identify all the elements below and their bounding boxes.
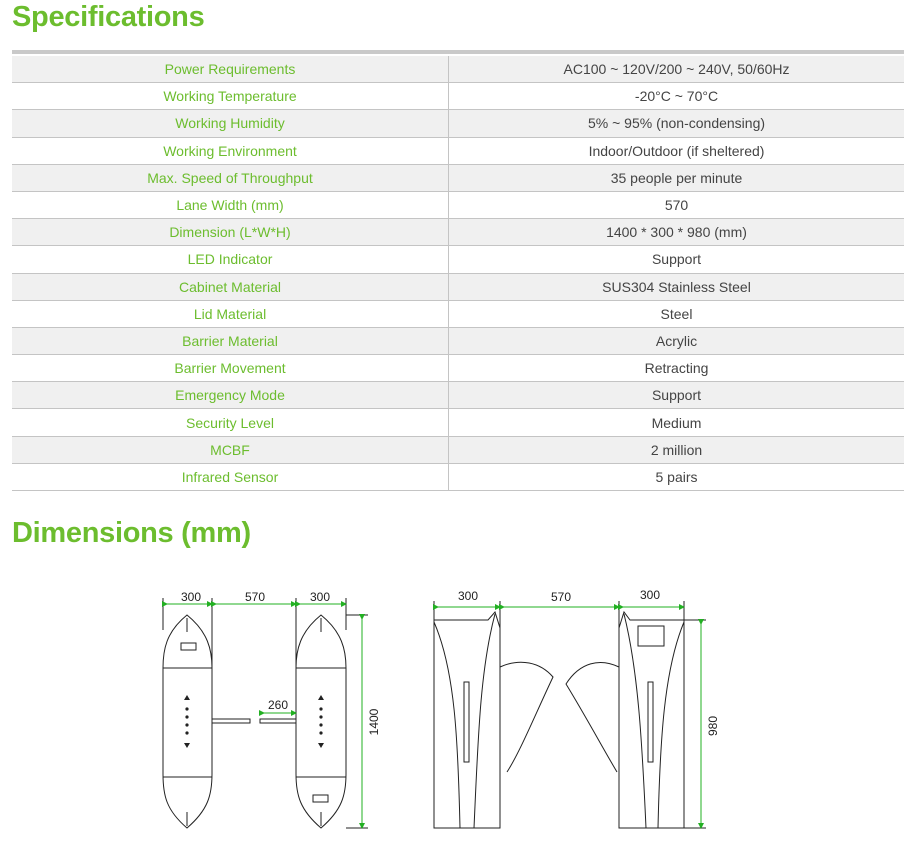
height-label: 980 bbox=[706, 715, 720, 737]
barrier-gap-label: 260 bbox=[267, 698, 289, 712]
spec-value: 5% ~ 95% (non-condensing) bbox=[449, 110, 905, 137]
spec-row bbox=[12, 409, 904, 436]
spec-label: Working Temperature bbox=[12, 83, 449, 110]
spec-row bbox=[12, 300, 904, 327]
front-lane-label: 570 bbox=[550, 590, 572, 604]
front-width-left-label: 300 bbox=[457, 589, 479, 603]
spec-value: Indoor/Outdoor (if sheltered) bbox=[449, 137, 905, 164]
top-view-drawing bbox=[163, 615, 346, 828]
spec-row bbox=[12, 463, 904, 490]
length-label: 1400 bbox=[367, 708, 381, 736]
spec-row bbox=[12, 56, 904, 83]
spec-label: MCBF bbox=[12, 436, 449, 463]
spec-value: Medium bbox=[449, 409, 905, 436]
front-view-dimension-lines bbox=[434, 601, 706, 828]
spec-row bbox=[12, 137, 904, 164]
spec-label: Barrier Material bbox=[12, 327, 449, 354]
spec-value: 570 bbox=[449, 191, 905, 218]
spec-row bbox=[12, 327, 904, 354]
spec-label: Max. Speed of Throughput bbox=[12, 164, 449, 191]
right-cabinet-front bbox=[619, 612, 684, 828]
spec-row bbox=[12, 110, 904, 137]
right-barrier-front bbox=[566, 663, 619, 772]
left-cabinet-front bbox=[434, 612, 500, 828]
spec-row bbox=[12, 246, 904, 273]
spec-row bbox=[12, 164, 904, 191]
spec-value: 2 million bbox=[449, 436, 905, 463]
specifications-heading: Specifications bbox=[12, 1, 205, 33]
spec-value: Acrylic bbox=[449, 327, 905, 354]
led-indicators-top bbox=[184, 695, 324, 748]
spec-value: Steel bbox=[449, 300, 905, 327]
spec-row bbox=[12, 191, 904, 218]
spec-label: Working Environment bbox=[12, 137, 449, 164]
spec-row bbox=[12, 83, 904, 110]
spec-label: Lane Width (mm) bbox=[12, 191, 449, 218]
dimensions-heading: Dimensions (mm) bbox=[12, 517, 251, 549]
right-barrier-top bbox=[260, 719, 296, 723]
spec-label: Power Requirements bbox=[12, 56, 449, 83]
right-cabinet-top bbox=[296, 615, 346, 828]
spec-label: Barrier Movement bbox=[12, 355, 449, 382]
spec-value: SUS304 Stainless Steel bbox=[449, 273, 905, 300]
spec-label: Cabinet Material bbox=[12, 273, 449, 300]
front-width-right-label: 300 bbox=[639, 588, 661, 602]
spec-value: 5 pairs bbox=[449, 463, 905, 490]
spec-label: Security Level bbox=[12, 409, 449, 436]
left-barrier-front bbox=[500, 662, 553, 772]
left-cabinet-top bbox=[163, 615, 212, 828]
spec-label: Lid Material bbox=[12, 300, 449, 327]
spec-row bbox=[12, 382, 904, 409]
spec-value: Retracting bbox=[449, 355, 905, 382]
spec-label: Emergency Mode bbox=[12, 382, 449, 409]
spec-row bbox=[12, 436, 904, 463]
spec-value: 1400 * 300 * 980 (mm) bbox=[449, 219, 905, 246]
spec-label: LED Indicator bbox=[12, 246, 449, 273]
spec-value: -20°C ~ 70°C bbox=[449, 83, 905, 110]
heading-rule bbox=[12, 50, 904, 54]
dimensions-drawing bbox=[0, 560, 914, 851]
spec-row bbox=[12, 355, 904, 382]
spec-label: Infrared Sensor bbox=[12, 463, 449, 490]
top-width-left-label: 300 bbox=[180, 590, 202, 604]
specifications-table bbox=[12, 56, 904, 491]
spec-label: Working Humidity bbox=[12, 110, 449, 137]
top-lane-label: 570 bbox=[244, 590, 266, 604]
spec-value: Support bbox=[449, 246, 905, 273]
spec-value: 35 people per minute bbox=[449, 164, 905, 191]
front-view-drawing bbox=[434, 612, 684, 828]
top-width-right-label: 300 bbox=[309, 590, 331, 604]
spec-value: AC100 ~ 120V/200 ~ 240V, 50/60Hz bbox=[449, 56, 905, 83]
spec-row bbox=[12, 273, 904, 300]
spec-row bbox=[12, 219, 904, 246]
left-barrier-top bbox=[212, 719, 250, 723]
spec-label: Dimension (L*W*H) bbox=[12, 219, 449, 246]
spec-value: Support bbox=[449, 382, 905, 409]
